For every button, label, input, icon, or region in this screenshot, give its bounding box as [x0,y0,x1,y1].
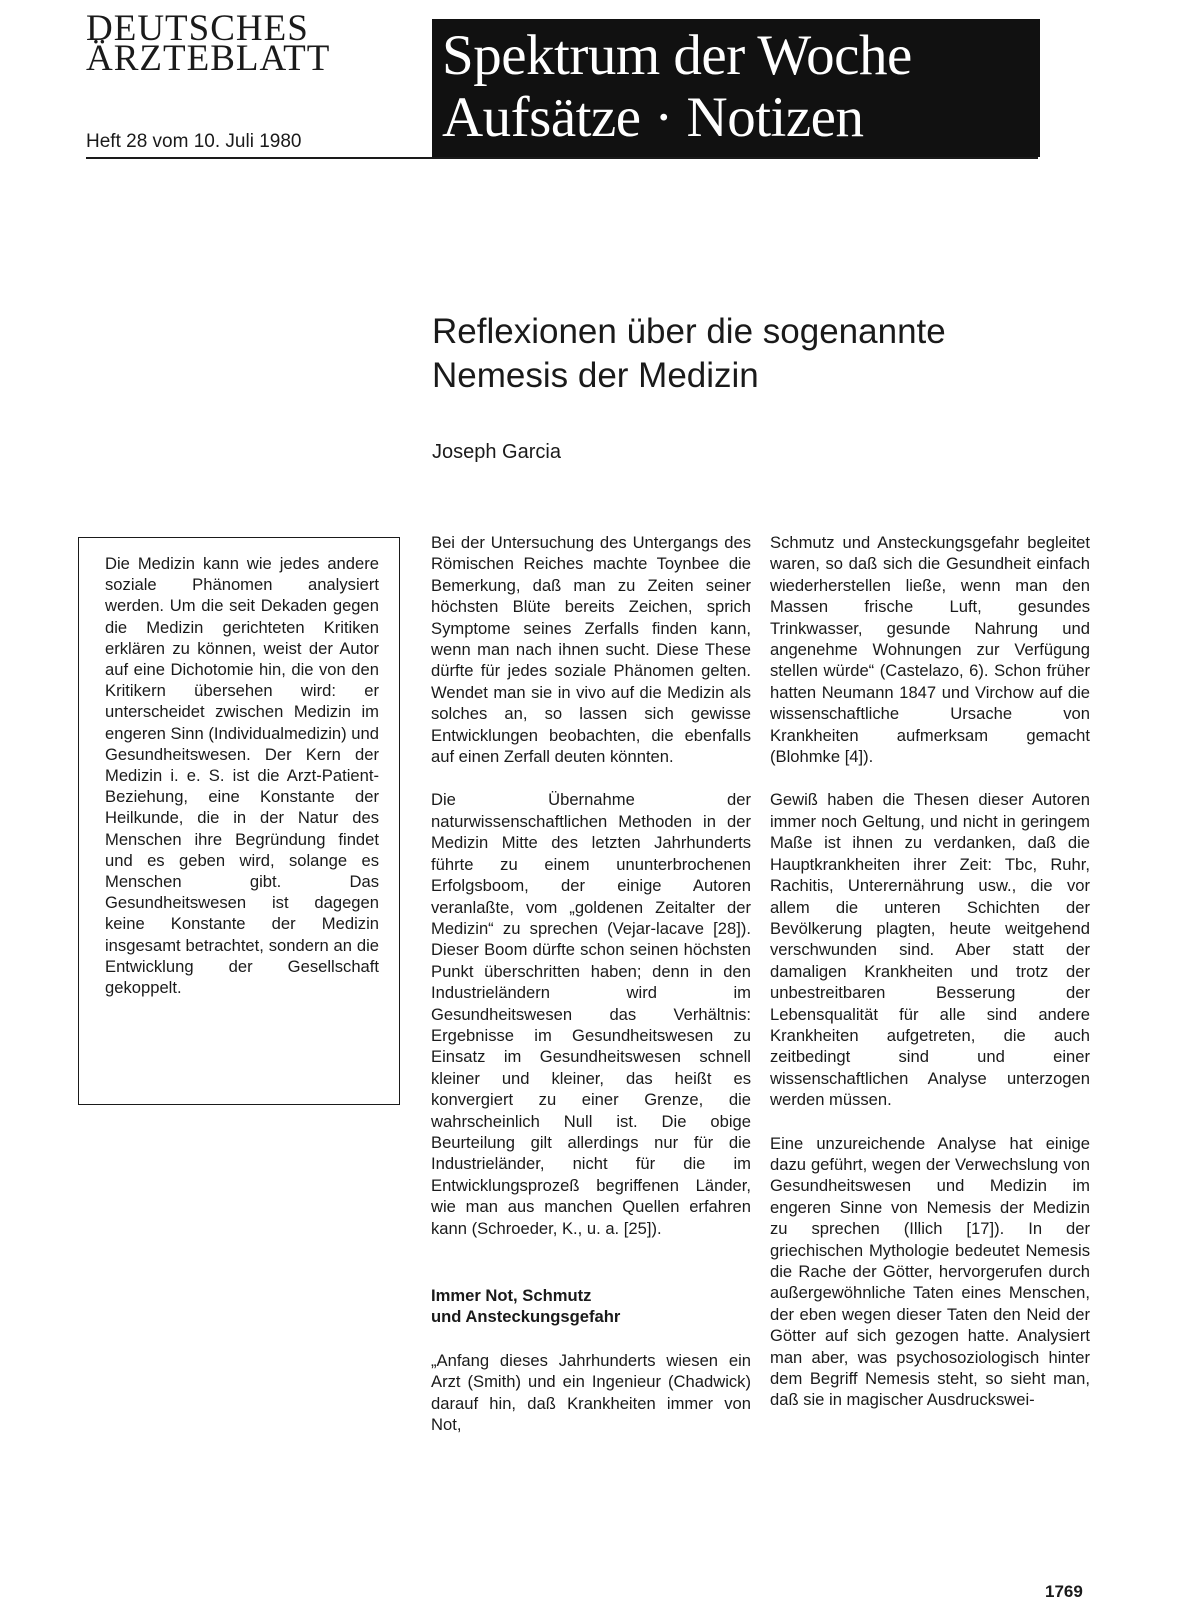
abstract-text: Die Medizin kann wie jedes andere soziale Phänomen analysiert werden. Um die seit Dekaden gegen die Medizin gerichteten Kritiken erklären zu können, weist der Autor auf eine Dichotomie hin, die von den Kritikern übersehen wird: er unterscheidet zwischen Medizin im engeren Sinn (Individualmedizin) und Gesundheitswesen. Der Kern der Medizin i. e. S. ist die Arzt-Patient-Beziehung, eine Konstante der Heilkunde, die in der Natur des Menschen ihre Begründung findet und es geben wird, solange es Menschen gibt. Das Gesundheitswesen ist dagegen keine Konstante der Medizin insgesamt betrachtet, sondern an die Entwicklung der Gesellschaft gekoppelt. [105,554,379,998]
page-number: 1769 [1045,1582,1083,1601]
abstract-box [78,537,400,1105]
masthead-line-2: ÄRZTEBLATT [86,38,331,79]
article-author: Joseph Garcia [432,441,561,463]
banner-line-1: Spektrum der Woche [442,24,912,87]
banner-line-2: Aufsätze · Notizen [442,86,864,149]
masthead-line-1: DEUTSCHES [86,8,309,49]
section-banner [432,19,1040,157]
section-heading-line-2: und Ansteckungsgefahr [431,1307,621,1327]
section-heading [431,1285,751,1328]
paragraph: Bei der Untersuchung des Untergangs des Römischen Reiches machte Toynbee die Bemerkung, daß man zu Zeiten seiner höchsten Blüte bereits Zeichen, sprich Symptome seines Zerfalls finden kann, wenn man nach ihnen sucht. Diese These dürfte für jedes soziale Phänomen gelten. Wendet man sie in vivo auf die Medizin als solches an, so lassen sich gewisse Entwicklungen beobachten, die ebenfalls auf einen Zerfall deuten könnten. [431,533,751,767]
paragraph: Eine unzureichende Analyse hat einige dazu geführt, wegen der Verwechslung von Gesundheitswesen und Medizin im engeren Sinne von Nemesis der Medizin zu sprechen (Illich [17]). In der griechischen Mythologie bedeutet Nemesis die Rache der Götter, hervorgerufen durch außergewöhnliche Taten eines Menschen, der eben wegen dieser Taten den Neid der Götter auf sich gezogen hatte. Analysiert man aber, was psychosoziologisch hinter dem Begriff Nemesis steht, so sieht man, daß sie in magischer Ausdruckswei- [770,1133,1090,1410]
title-line-2: Nemesis der Medizin [432,356,759,395]
issue-info: Heft 28 vom 10. Juli 1980 [86,131,302,152]
text-column-2 [770,532,1090,1433]
article-title [432,310,1032,398]
paragraph: Schmutz und Ansteckungsgefahr begleitet waren, so daß sich die Gesundheit einfach wiederherstellen ließe, wenn man den Massen frische Luft, gesundes Trinkwasser, gesunde Nahrung und angenehme Wohnungen zur Verfügung stellen würde“ (Castelazo, 6). Schon früher hatten Neumann 1847 und Virchow auf die wissenschaftliche Ursache von Krankheiten aufmerksam gemacht (Blohmke [4]). [770,533,1090,767]
text-column-1 [431,532,751,1457]
paragraph: „Anfang dieses Jahrhunderts wiesen ein Arzt (Smith) und ein Ingenieur (Chadwick) darauf hin, daß Krankheiten immer von Not, [431,1350,751,1435]
title-line-1: Reflexionen über die sogenannte [432,312,946,351]
section-heading-line-1: Immer Not, Schmutz [431,1286,592,1305]
paragraph: Die Übernahme der naturwissenschaftlichen Methoden in der Medizin Mitte des letzten Jahrhunderts führte zu einem ununterbrochenen Erfolgsboom, der einige Autoren veranlaßte, vom „goldenen Zeitalter der Medizin“ zu sprechen (Vejar-lacave [28]). Dieser Boom dürfte schon seinen höchsten Punkt überschritten haben; denn in den Industrieländern wird im Gesundheitswesen das Verhältnis: Ergebnisse im Gesundheitswesen zu Einsatz im Gesundheitswesen schnell kleiner und kleiner, das heißt es konvergiert zu einer Grenze, die wahrscheinlich Null ist. Die obige Beurteilung gilt allerdings nur für die Industrieländer, nicht für die im Entwicklungsprozeß begriffenen Länder, wie man aus manchen Quellen erfahren kann (Schroeder, K., u. a. [25]). [431,790,751,1238]
journal-masthead [86,8,331,79]
paragraph: Gewiß haben die Thesen dieser Autoren immer noch Geltung, und nicht in geringem Maße ist ihnen zu verdanken, daß die Hauptkrankheiten ihrer Zeit: Tbc, Ruhr, Rachitis, Unterernährung usw., die vor allem die unteren Schichten der Bevölkerung plagten, heute weitgehend verschwunden sind. Aber statt der damaligen Krankheiten und trotz der unbestreitbaren Besserung der Lebensqualität für alle sind andere Krankheiten aufgetreten, die auch zeitbedingt sind und einer wissenschaftlichen Analyse unterzogen werden müssen. [770,790,1090,1110]
header-rule [86,157,1038,159]
